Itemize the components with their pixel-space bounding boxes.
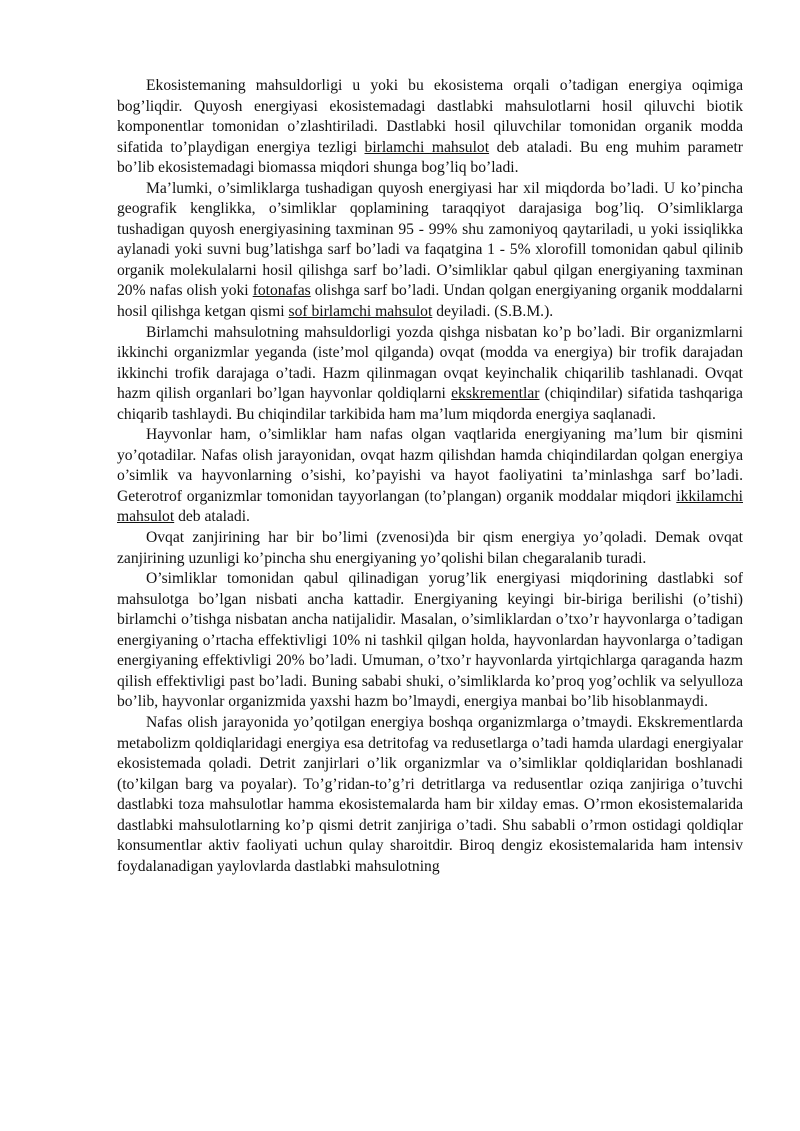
paragraph-4	[117, 425, 743, 528]
text-span: (chiqindilar) sifatida tashqariga chiqarib tashlaydi. Bu chiqindilar tarkibida ham ma’lum miqdorda energiya saqlanadi.	[117, 385, 743, 423]
paragraph-7	[117, 713, 743, 877]
paragraph-2	[117, 179, 743, 323]
text-span: olishga sarf bo’ladi. Undan qolgan energiyaning organik moddalarni hosil qilishga ketgan qismi	[117, 282, 743, 321]
paragraph-3	[117, 323, 743, 426]
term-ikkilamchi-mahsulot: ikkilamchi mahsulot	[117, 487, 743, 526]
text-span: Birlamchi mahsulotning mahsuldorligi yozda qishga nisbatan ko’p bo’ladi. Bir organizmlarni ikkinchi organizmlar yeganda (iste’mol qilganda) ovqat (modda va energiya) bir trofik darajadan ikkinchi trofik darajaga o’tadi. Hazm qilinmagan ovqat keyinchalik chiqarilib tashlanadi. Ovqat hazm qilish organlari bo’lgan hayvonlar qoldiqlarni	[117, 323, 743, 403]
paragraph-6	[117, 569, 743, 713]
term-birlamchi-mahsulot: birlamchi mahsulot	[364, 138, 490, 156]
text-span: Ekosistemaning mahsuldorligi u yoki bu ekosistema orqali o’tadigan energiya oqimiga bog’liqdir. Quyosh energiyasi ekosistemadagi dastlabki mahsulotlarni hosil qiluvchi biotik komponentlar tomonidan o’zlashtiriladi. Dastlabki hosil qiluvchilar tomonidan organik modda sifatida to’playdigan energiya tezligi	[117, 77, 743, 156]
text-span: Hayvonlar ham, o’simliklar ham nafas olgan vaqtlarida energiyaning ma’lum bir qismini yo’qotadilar. Nafas olish jarayonidan, ovqat hazm qilishdan hamda chiqindilardan qolgan energiya o’simlik va hayvonlarning o’sishi, ko’payishi va hayot faoliyatini ta’minlashga sarf bo’ladi. Geterotrof organizmlar tomonidan tayyorlangan (to’plangan) organik moddalar miqdori	[117, 426, 743, 505]
text-span: O’simliklar tomonidan qabul qilinadigan yorug’lik energiyasi miqdorining dastlabki sof mahsulotga bo’lgan nisbati ancha kattadir. Energiyaning keyingi bir-biriga berilishi (o’tishi) birlamchi o’tishga nisbatan ancha natijalidir. Masalan, o’simliklardan o’txo’r hayvonlarga o’tadigan energiyaning o’rtacha effektivligi 10% ni tashkil qilgan holda, hayvonlardan hayvonlarga o’tadigan energiyaning effektivligi 20% bo’ladi. Umuman, o’txo’r hayvonlarda yirtqichlarga qaraganda hazm qilish effektivligi past bo’ladi. Buning sababi shuki, o’simliklarda ko’proq yog’ochlik va selyulloza bo’lib, hayvonlar organizmida yaxshi hazm bo’lmaydi, energiya manbai bo’lib hisoblanmaydi.	[117, 570, 743, 711]
text-span: deb ataladi. Bu eng muhim parametr bo’lib ekosistemadagi biomassa miqdori shunga bog’liq bo’ladi.	[117, 138, 743, 177]
text-span: Ovqat zanjirining har bir bo’limi (zvenosi)da bir qism energiya yo’qoladi. Demak ovqat zanjirining uzunligi ko’pincha shu energiyaning yo’qolishi bilan chegaralanib turadi.	[117, 529, 743, 567]
term-fotonafas: fotonafas	[252, 282, 311, 300]
text-span: deyiladi. (S.B.M.).	[432, 303, 554, 321]
text-span: Ma’lumki, o’simliklarga tushadigan quyosh energiyasi har xil miqdorda bo’ladi. U ko’pincha geografik kenglikka, o’simliklar qoplamining taraqqiyot darajasiga bog’liq. O’simliklarga tushadigan quyosh energiyasining taxminan 95 - 99% shu zamoniyoq qaytariladi, u yoki issiqlikka aylanadi yoki suvni bug’latishga sarf bo’ladi va faqatgina 1 - 5% xlorofill tomonidan qabul qilinib organik molekulalarni hosil qilishga sarf bo’ladi. O’simliklar qabul qilgan energiyaning taxminan 20% nafas olish yoki	[117, 179, 743, 300]
paragraph-5	[117, 528, 743, 569]
paragraph-1	[117, 76, 743, 179]
text-span: deb ataladi.	[174, 508, 250, 526]
document-page	[117, 76, 743, 877]
term-ekskrementlar: ekskrementlar	[451, 385, 540, 403]
term-sof-birlamchi-mahsulot: sof birlamchi mahsulot	[288, 303, 433, 321]
text-span: Nafas olish jarayonida yo’qotilgan energiya boshqa organizmlarga o’tmaydi. Ekskrementlarda metabolizm qoldiqlaridagi energiya esa detritofag va redusetlarga o’tadi hamda ulardagi energiyalar ekosistemada qoladi. Detrit zanjirlari o’lik organizmlar va o’simliklar qoldiqlaridan boshlanadi (to’kilgan barg va poyalar). To’g’ridan-to’g’ri detritlarga va redusentlar oziqa zanjiriga o’tuvchi dastlabki toza mahsulotlar hamma ekosistemalarda ham bir xilday emas. O’rmon ekosistemalarida dastlabki mahsulotlarning ko’p qismi detrit zanjiriga o’tadi. Shu sababli o’rmon ostidagi qoldiqlar konsumentlar aktiv faoliyati uchun qulay sharoitdir. Biroq dengiz ekosistemalarida ham intensiv foydalanadigan yaylovlarda dastlabki mahsulotning	[117, 713, 743, 875]
